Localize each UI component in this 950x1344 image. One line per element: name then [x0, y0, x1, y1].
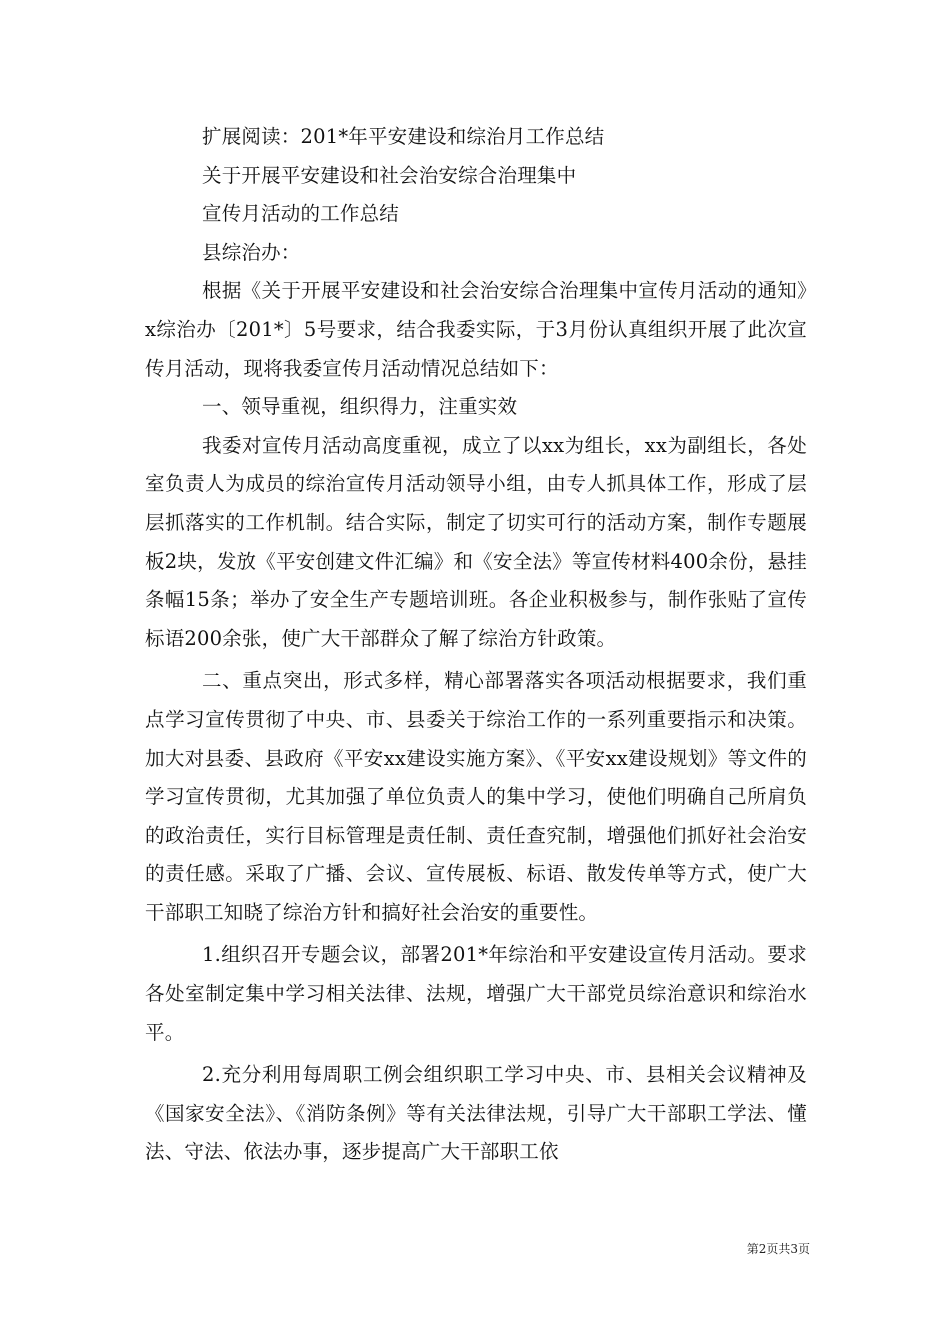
numbered-item-2: 2.充分利用每周职工例会组织职工学习中央、市、县相关会议精神及《国家安全法》、《消防条例》等有关法律法规，引导广大干部职工学法、懂法、守法、依法办事，逐步提高广大干部职工依	[145, 1063, 807, 1164]
section-heading-1: 一、领导重视，组织得力，注重实效	[202, 395, 518, 419]
page-number-footer: 第2页共3页	[746, 1242, 810, 1256]
report-title-line-1: 关于开展平安建设和社会治安综合治理集中	[202, 163, 577, 187]
intro-paragraph: 根据《关于开展平安建设和社会治安综合治理集中宣传月活动的通知》x综治办〔201*〕5号要求，结合我委实际，于3月份认真组织开展了此次宣传月活动，现将我委宣传月活动情况总结如下：	[145, 279, 807, 380]
document-body	[145, 118, 807, 1172]
section-1-paragraph: 我委对宣传月活动高度重视，成立了以xx为组长，xx为副组长，各处室负责人为成员的综治宣传月活动领导小组，由专人抓具体工作，形成了层层抓落实的工作机制。结合实际，制定了切实可行的活动方案，制作专题展板2块，发放《平安创建文件汇编》和《安全法》等宣传材料400余份，悬挂条幅15条；举办了安全生产专题培训班。各企业积极参与，制作张贴了宣传标语200余张，使广大干部群众了解了综治方针政策。	[145, 433, 807, 650]
section-heading-2-paragraph: 二、重点突出，形式多样，精心部署落实各项活动根据要求，我们重点学习宣传贯彻了中央、市、县委关于综治工作的一系列重要指示和决策。加大对县委、县政府《平安xx建设实施方案》、《平安xx建设规划》等文件的学习宣传贯彻，尤其加强了单位负责人的集中学习，使他们明确自己所肩负的政治责任，实行目标管理是责任制、责任查究制，增强他们抓好社会治安的责任感。采取了广播、会议、宣传展板、标语、散发传单等方式，使广大干部职工知晓了综治方针和搞好社会治安的重要性。	[145, 669, 807, 924]
report-title-line-2: 宣传月活动的工作总结	[202, 202, 400, 226]
recipient-line: 县综治办：	[202, 240, 301, 264]
extended-reading-heading: 扩展阅读：201*年平安建设和综治月工作总结	[202, 125, 605, 148]
numbered-item-1: 1.组织召开专题会议，部署201*年综治和平安建设宣传月活动。要求各处室制定集中学习相关法律、法规，增强广大干部党员综治意识和综治水平。	[145, 943, 807, 1044]
